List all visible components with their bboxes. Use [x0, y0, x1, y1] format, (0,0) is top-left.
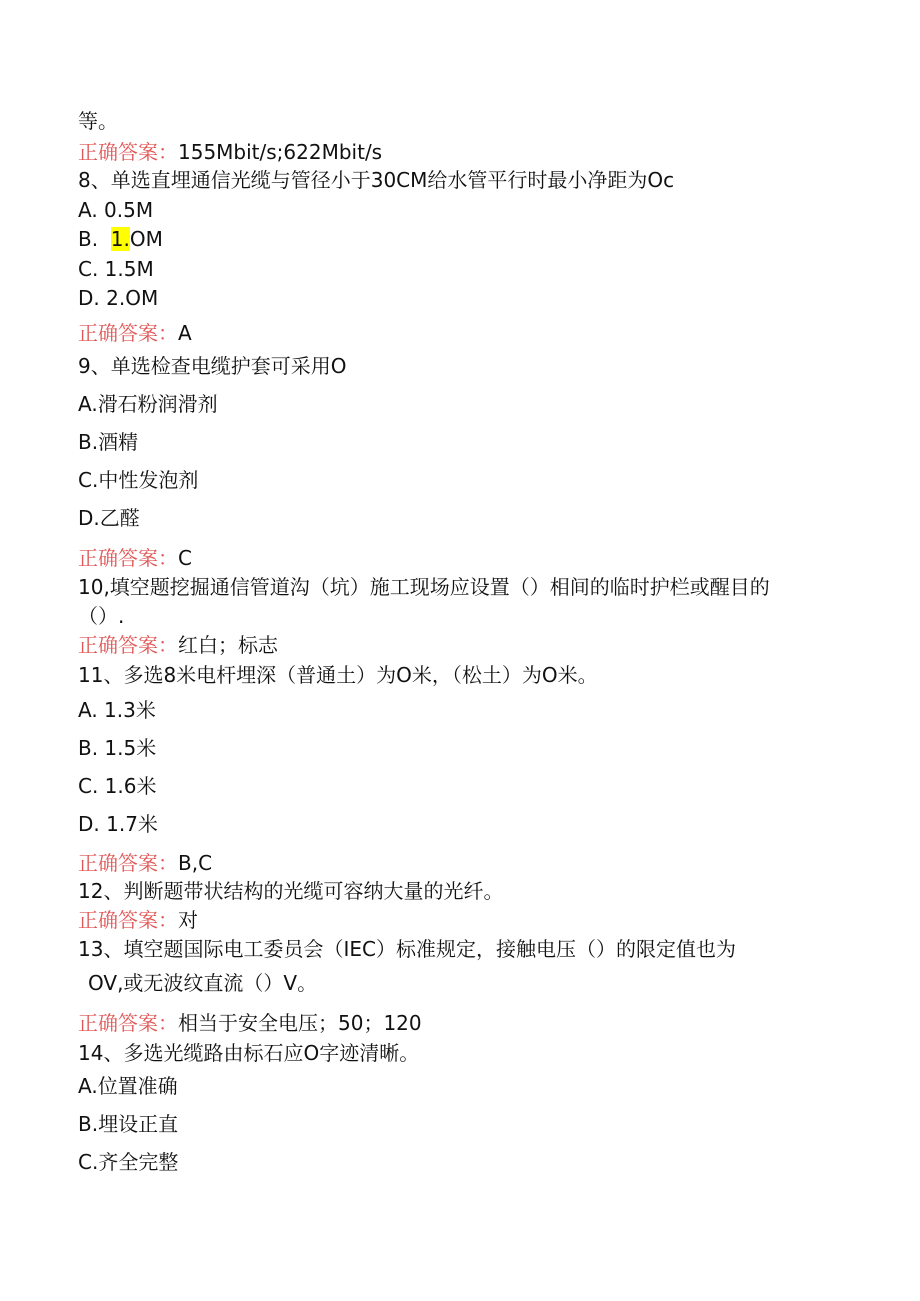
q10-stem-line1: 10,填空题挖掘通信管道沟（坑）施工现场应设置（）相间的临时护栏或醒目的	[78, 575, 770, 599]
q14-stem: 14、多选光缆路由标石应O字迹清晰。	[78, 1041, 420, 1065]
q13-answer-line	[78, 1010, 422, 1036]
q11-option-b: B. 1.5米	[78, 736, 157, 760]
q11-option-a: A. 1.3米	[78, 698, 156, 722]
answer-label: 正确答案：	[78, 851, 178, 875]
q14-option-c: C.齐全完整	[78, 1150, 179, 1174]
q12-answer: 对	[178, 908, 198, 932]
answer-label: 正确答案：	[78, 908, 178, 932]
answer-label: 正确答案：	[78, 633, 178, 657]
q11-option-d: D. 1.7米	[78, 812, 158, 836]
q9-option-a: A.滑石粉润滑剂	[78, 392, 218, 416]
q13-answer: 相当于安全电压；50；120	[178, 1011, 422, 1035]
q8-answer: A	[178, 321, 192, 345]
q14-option-a: A.位置准确	[78, 1074, 178, 1098]
answer-label: 正确答案：	[78, 140, 178, 164]
q12-answer-line	[78, 907, 198, 933]
q8-option-a: A. 0.5M	[78, 198, 154, 222]
q11-answer-line	[78, 850, 212, 876]
q9-option-c: C.中性发泡剂	[78, 468, 199, 492]
q8-option-d: D. 2.OM	[78, 286, 159, 310]
q9-answer: C	[178, 546, 192, 570]
q9-answer-line	[78, 545, 192, 571]
q9-option-b: B.酒精	[78, 430, 139, 454]
q8-option-c: C. 1.5M	[78, 257, 154, 281]
q8-option-b-highlight: 1.	[110, 227, 130, 251]
q10-stem-line2: （）.	[78, 604, 125, 628]
q10-answer-line	[78, 632, 278, 658]
q13-stem-line2: OV,或无波纹直流（）V。	[88, 971, 318, 995]
q9-stem: 9、单选检查电缆护套可采用O	[78, 354, 347, 378]
q10-answer: 红白；标志	[178, 633, 278, 657]
q11-stem: 11、多选8米电杆埋深（普通土）为O米，（松土）为O米。	[78, 663, 598, 687]
q11-answer: B,C	[178, 851, 213, 875]
lead-text: 等。	[78, 109, 118, 133]
q13-stem-line1: 13、填空题国际电工委员会（IEC）标准规定，接触电压（）的限定值也为	[78, 937, 736, 961]
q8-option-b-prefix: B.	[78, 227, 111, 251]
q11-option-c: C. 1.6米	[78, 774, 157, 798]
q8-stem: 8、单选直埋通信光缆与管径小于30CM给水管平行时最小净距为Oc	[78, 168, 675, 192]
q7-answer: 155Mbit/s;622Mbit/s	[178, 140, 383, 164]
answer-label: 正确答案：	[78, 546, 178, 570]
q14-option-b: B.埋设正直	[78, 1112, 179, 1136]
q8-answer-line	[78, 320, 192, 346]
answer-label: 正确答案：	[78, 1011, 178, 1035]
q8-option-b-rest: OM	[129, 227, 163, 251]
answer-label: 正确答案：	[78, 321, 178, 345]
q9-option-d: D.乙醛	[78, 506, 140, 530]
q7-answer-line	[78, 139, 382, 165]
q8-option-b	[78, 226, 163, 252]
q12-stem: 12、判断题带状结构的光缆可容纳大量的光纤。	[78, 879, 504, 903]
